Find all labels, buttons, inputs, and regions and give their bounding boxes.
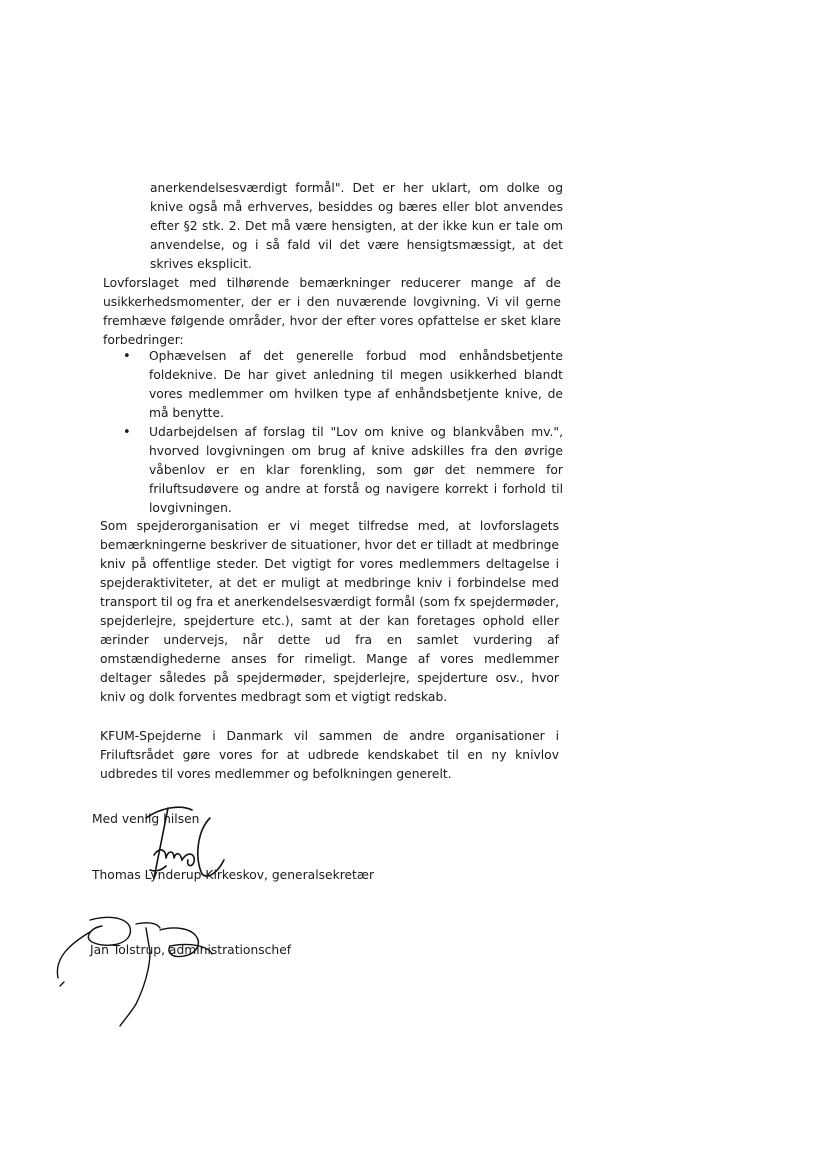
closing-greeting: Med venlig hilsen <box>92 812 200 826</box>
intro-paragraph-text: Lovforslaget med tilhørende bemærkninger reducerer mange af de usikkerhedsmomenter, der er i den nuværende lovgivning. Vi vil gerne fremhæve følgende områder, hvor der efter vores opfattelse er sket klare forbedringer: <box>103 276 561 347</box>
signatory-name: Thomas Lynderup Kirkeskov, generalsekretær <box>92 868 375 882</box>
body-paragraph <box>100 517 559 707</box>
list-item-text: Ophævelsen af det generelle forbud mod enhåndsbetjente foldeknive. De har givet anledning til megen usikkerhed blandt vores medlemmer om hvilken type af enhåndsbetjente knive, de må benytte. <box>149 349 563 420</box>
quoted-clause <box>150 179 563 274</box>
handwritten-signature <box>50 908 250 1028</box>
list-item <box>103 347 563 423</box>
quoted-clause-text: anerkendelsesværdigt formål". Det er her uklart, om dolke og knive også må erhverves, besiddes og bæres eller blot anvendes efter §2 stk. 2. Det må være hensigten, at der ikke kun er tale om anvendelse, og i så fald vil det være hensigtsmæssigt, at det skrives eksplicit. <box>150 181 563 271</box>
body-paragraph <box>100 727 559 784</box>
improvements-list <box>103 347 563 518</box>
bullet-icon: • <box>123 349 131 364</box>
bullet-icon: • <box>123 425 131 440</box>
intro-paragraph <box>103 274 561 350</box>
list-item <box>103 423 563 518</box>
signatory-name: Jan Tolstrup, administrationschef <box>90 943 292 957</box>
body-paragraph-text: KFUM-Spejderne i Danmark vil sammen de andre organisationer i Friluftsrådet gøre vores for at udbrede kendskabet til en ny knivlov udbredes til vores medlemmer og befolkningen generelt. <box>100 729 559 781</box>
body-paragraph-text: Som spejderorganisation er vi meget tilfredse med, at lovforslagets bemærkningerne beskriver de situationer, hvor det er tilladt at medbringe kniv på offentlige steder. Det vigtigt for vores medlemmers deltagelse i spejderaktiviteter, at det er muligt at medbringe kniv i forbindelse med transport til og fra et anerkendelsesværdigt formål (som fx spejdermøder, spejderlejre, spejderture etc.), samt at der kan foretages ophold eller ærinder undervejs, når dette ud fra en samlet vurdering af omstændighederne anses for rimeligt. Mange af vores medlemmer deltager således på spejdermøder, spejderlejre, spejderture osv., hvor kniv og dolk forventes medbragt som et vigtigt redskab. <box>100 519 559 704</box>
list-item-text: Udarbejdelsen af forslag til "Lov om knive og blankvåben mv.", hvorved lovgivningen om brug af knive adskilles fra den øvrige våbenlov er en klar forenkling, som gør det nemmere for friluftsudøvere og andre at forstå og navigere korrekt i forhold til lovgivningen. <box>149 425 563 515</box>
